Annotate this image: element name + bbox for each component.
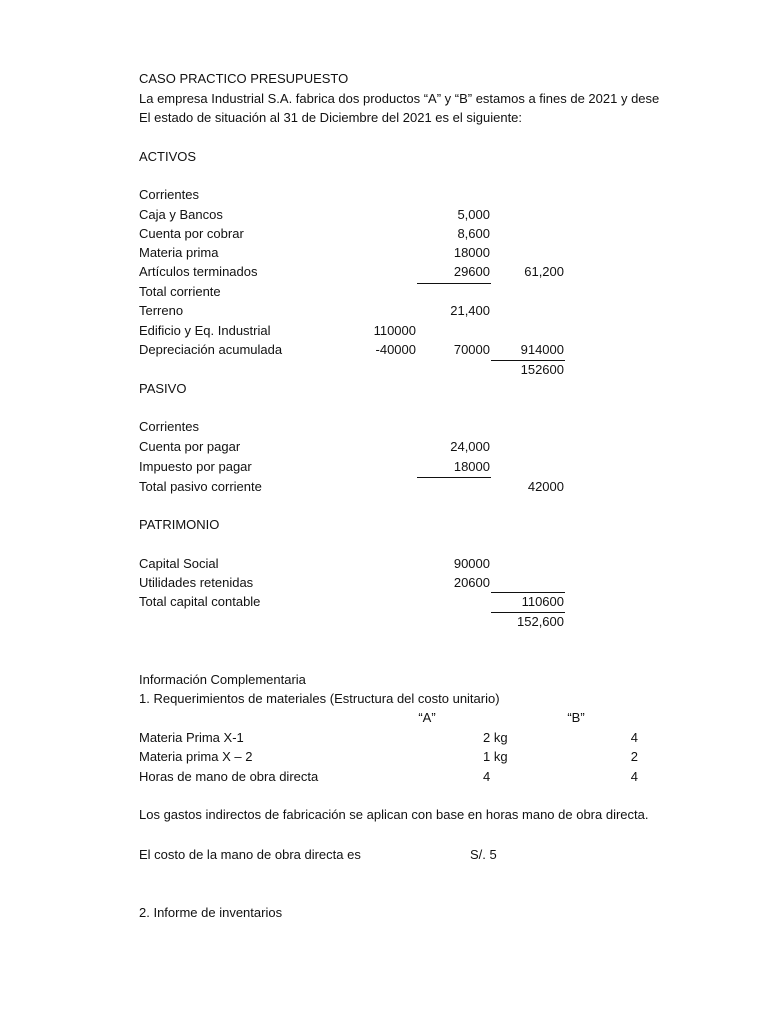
caja-label: Caja y Bancos (139, 207, 223, 222)
utilidades-value: 20600 (453, 575, 490, 590)
costo-value: S/. 5 (470, 847, 497, 862)
horas-label: Horas de mano de obra directa (139, 769, 319, 784)
total-pasivo-value: 42000 (527, 479, 564, 494)
activos-subheading: Corrientes (139, 187, 199, 202)
total-capital-value: 110600 (521, 594, 564, 609)
materia-label: Materia prima (139, 245, 219, 260)
pagar-value: 24,000 (450, 439, 490, 454)
intro-line-2: El estado de situación al 31 de Diciembre del 2021 es el siguiente: (139, 110, 523, 125)
activos-corriente-total: 61,200 (524, 264, 564, 279)
depreciacion-value: -40000 (375, 342, 416, 357)
pagar-label: Cuenta por pagar (139, 439, 241, 454)
total-corriente-label: Total corriente (139, 284, 221, 299)
edificio-neto-value: 70000 (453, 342, 490, 357)
underline-activos-corriente (417, 283, 491, 284)
materia-x2-b: 2 (630, 749, 638, 764)
gastos-text: Los gastos indirectos de fabricación se aplican con base en horas mano de obra directa. (139, 807, 649, 822)
underline-patrimonio-total (491, 612, 565, 613)
articulos-label: Artículos terminados (139, 264, 258, 279)
intro-line-1: La empresa Industrial S.A. fabrica dos productos “A” y “B” estamos a fines de 2021 y dese (139, 91, 660, 106)
underline-pasivo (417, 477, 491, 478)
total-pasivo-label: Total pasivo corriente (139, 479, 262, 494)
cobrar-value: 8,600 (457, 226, 490, 241)
horas-a: 4 (483, 769, 491, 784)
activos-heading: ACTIVOS (139, 149, 197, 164)
pasivo-subheading: Corrientes (139, 419, 199, 434)
pasivo-patrimonio-grand-total: 152,600 (517, 614, 564, 629)
materia-x1-a: 2 kg (483, 730, 508, 745)
underline-activos-total (491, 360, 565, 361)
materia-x1-b: 4 (630, 730, 638, 745)
column-a-header: “A” (418, 710, 436, 725)
inventarios-heading: 2. Informe de inventarios (139, 905, 283, 920)
utilidades-label: Utilidades retenidas (139, 575, 254, 590)
materia-x1-label: Materia Prima X-1 (139, 730, 244, 745)
cobrar-label: Cuenta por cobrar (139, 226, 244, 241)
requerimientos-heading: 1. Requerimientos de materiales (Estructura del costo unitario) (139, 691, 500, 706)
materia-value: 18000 (453, 245, 490, 260)
depreciacion-label: Depreciación acumulada (139, 342, 283, 357)
document-title: CASO PRACTICO PRESUPUESTO (139, 71, 349, 86)
underline-patrimonio (491, 592, 565, 593)
activo-no-corriente-total: 914000 (520, 342, 564, 357)
patrimonio-heading: PATRIMONIO (139, 517, 220, 532)
terreno-label: Terreno (139, 303, 184, 318)
costo-label: El costo de la mano de obra directa es (139, 847, 361, 862)
pasivo-heading: PASIVO (139, 381, 187, 396)
column-b-header: “B” (567, 710, 585, 725)
impuesto-label: Impuesto por pagar (139, 459, 252, 474)
edificio-label: Edificio y Eq. Industrial (139, 323, 271, 338)
capital-label: Capital Social (139, 556, 219, 571)
articulos-value: 29600 (453, 264, 490, 279)
impuesto-value: 18000 (453, 459, 490, 474)
caja-value: 5,000 (457, 207, 490, 222)
activos-grand-total: 152600 (520, 362, 564, 377)
edificio-value: 110000 (373, 323, 416, 338)
total-capital-label: Total capital contable (139, 594, 261, 609)
capital-value: 90000 (453, 556, 490, 571)
terreno-value: 21,400 (450, 303, 490, 318)
materia-x2-label: Materia prima X – 2 (139, 749, 253, 764)
materia-x2-a: 1 kg (483, 749, 508, 764)
complementaria-heading: Información Complementaria (139, 672, 306, 687)
horas-b: 4 (630, 769, 638, 784)
